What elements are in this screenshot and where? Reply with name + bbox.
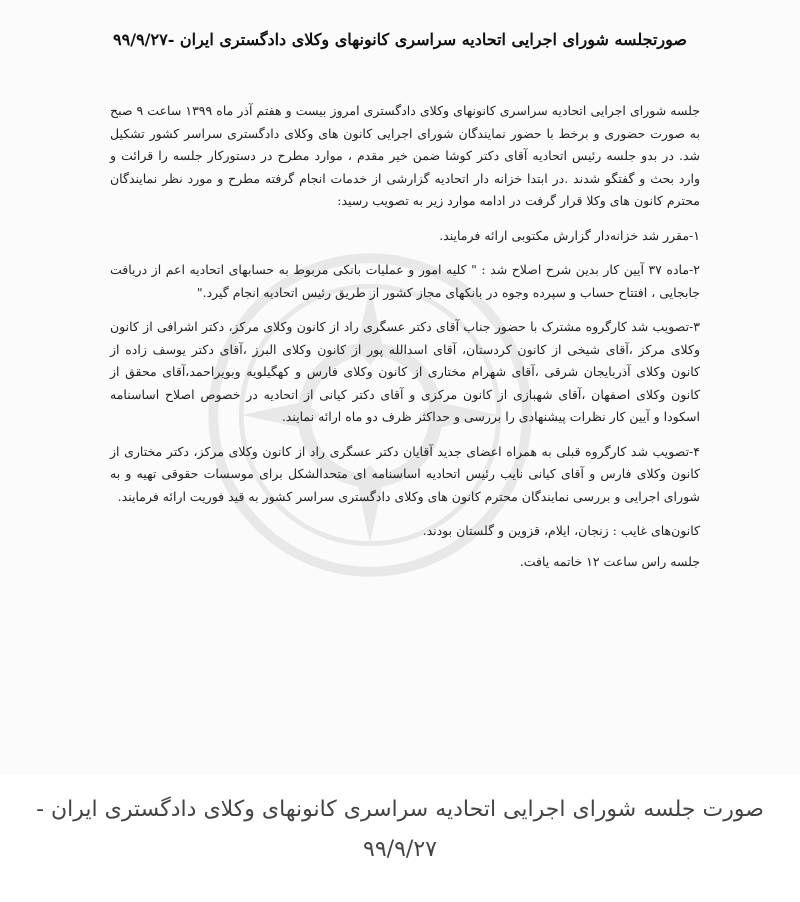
resolution-item-3: ۳-تصویب شد کارگروه مشترک با حضور جناب آقای دکتر عسگری راد از کانون وکلای مرکز، دکتر اشرافی از کانون وکلای مرکز ،آقای شیخی از کانون کردستان، آقای اسدالله پور از کانون وکلای البرز ،آقای دکتر یوسف زاده از کانون وکلای آذربایجان شرقی ،آقای شهرام مختاری از کانون وکلای فارس و کهگیلویه وبویراحمد،آقای محقق از کانون وکلای اصفهان ،آقای شهبازی از کانون مرکزی و آقای دکتر کیانی از اتحادیه در خصوص اصلاح اساسنامه اسکودا و آیین کار نظرات پیشنهادی را بررسی و حداکثر ظرف دو ماه ارائه نمایند. [110,319,700,424]
closing-line: جلسه راس ساعت ۱۲ خاتمه یافت. [519,553,700,569]
image-caption: صورت جلسه شورای اجرایی اتحادیه سراسری کانونهای وکلای دادگستری ایران - ۹۹/۹/۲۷ [36,797,764,862]
document-title: صورتجلسه شورای اجرایی اتحادیه سراسری کانونهای وکلای دادگستری ایران -۹۹/۹/۲۷ [113,30,687,49]
absent-chapters: کانون‌های غایب : زنجان، ایلام، قزوین و گلستان بودند. [422,523,700,538]
resolution-item-2: ۲-ماده ۳۷ آیین کار بدین شرح اصلاح شد : " کلیه امور و عملیات بانکی مربوط به حسابهای اتحادیه اعم از دریافت جابجایی ، افتتاح حساب و سپرده وجوه در بانکهای مجاز کشور از طریق رئیس اتحادیه انجام گیرد." [110,262,700,300]
resolution-item-4: ۴-تصویب شد کارگروه قبلی به همراه اعضای جدید آقایان دکتر عسگری راد از کانون وکلای مرکز، دکتر مختاری از کانون وکلای فارس و آقای کیانی نایب رئیس اتحادیه اساسنامه ای متحدالشکل برای موسسات حقوقی تهیه و به شورای اجرایی و بررسی نمایندگان محترم کانون های وکلای دادگستری سراسر کشور به قید فوریت ارائه فرمایند. [110,443,700,504]
document-body [110,100,700,585]
resolution-item-1: ۱-مقرر شد خزانه‌دار گزارش مکتوبی ارائه فرمایند. [439,227,700,243]
document-intro: جلسه شورای اجرایی اتحادیه سراسری کانونهای وکلای دادگستری امروز بیست و هفتم آذر ماه ۱۳۹۹ ساعت ۹ صبح به صورت حضوری و برخط با حضور نمایندگان شورای اجرایی کانون های وکلای دادگستری سراسر کشور تشکیل شد. در بدو جلسه رئیس اتحادیه آقای دکتر کوشا ضمن خیر مقدم ، موارد مطرح در دستورکار جلسه را قرائت و وارد بحث و گفتگو شدند .در ابتدا خزانه دار اتحادیه گزارشی از خدمات انجام گرفته مطرح و مورد نظر نمایندگان محترم کانون های وکلا قرار گرفت در ادامه موارد زیر به تصویب رسید: [110,103,700,208]
